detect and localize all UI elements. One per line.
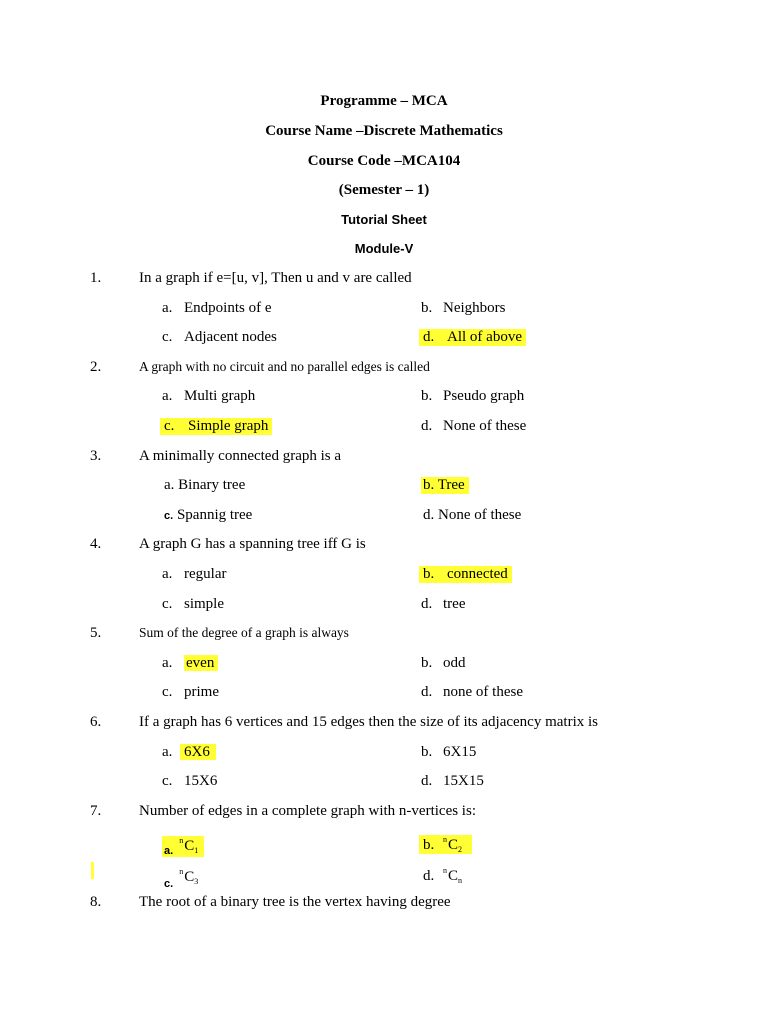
option-base: C: [184, 838, 195, 854]
option-text: 15X15: [443, 773, 484, 789]
question-5-option-a-answer: [162, 655, 218, 672]
option-label: c.: [164, 510, 174, 522]
option-label: d.: [421, 418, 433, 434]
option-text: All of above: [447, 329, 522, 345]
question-7-option-b-answer: [419, 835, 472, 854]
question-7-option-c: [164, 867, 198, 890]
option-label: c.: [164, 418, 175, 434]
option-label: b.: [421, 744, 433, 760]
question-5-option-d: [421, 684, 523, 701]
question-3-option-c: [164, 507, 252, 524]
option-text: Multi graph: [184, 388, 256, 404]
option-label: a.: [162, 300, 173, 316]
option-label: a.: [162, 566, 173, 582]
question-3-option-a: [164, 477, 245, 494]
option-label: b.: [421, 300, 433, 316]
option-label: a.: [164, 477, 175, 493]
option-text: odd: [443, 655, 466, 671]
question-3-option-b-answer: [421, 477, 469, 494]
question-4-option-c: [162, 596, 224, 613]
option-label: d.: [421, 596, 433, 612]
question-3-option-d: [423, 507, 521, 524]
course-name: Course Name –Discrete Mathematics: [265, 123, 503, 139]
option-label: d.: [421, 684, 433, 700]
question-6-option-b: [421, 744, 476, 761]
option-text: Neighbors: [443, 300, 506, 316]
question-2-text: A graph with no circuit and no parallel edges is called: [139, 359, 430, 374]
question-4-option-a: [162, 566, 226, 583]
option-text: tree: [443, 596, 466, 612]
option-text: 6X15: [443, 744, 477, 760]
option-sup: n: [443, 835, 447, 844]
option-label: c.: [162, 329, 173, 345]
question-8-number: 8.: [90, 894, 102, 910]
option-label: d.: [423, 507, 435, 523]
option-text: Tree: [437, 477, 465, 493]
option-label: c.: [164, 878, 174, 890]
question-5-number: 5.: [90, 625, 102, 641]
option-sup: n: [179, 867, 184, 876]
option-sub: 2: [458, 845, 463, 854]
question-5-option-b: [421, 655, 466, 672]
option-label: b.: [423, 477, 435, 493]
tutorial-sheet-heading: Tutorial Sheet: [341, 212, 427, 227]
option-text: even: [184, 655, 218, 671]
option-text: Pseudo graph: [443, 388, 525, 404]
question-1-text: In a graph if e=[u, v], Then u and v are called: [139, 270, 412, 286]
option-text: simple: [184, 596, 224, 612]
question-1-option-d-answer: [419, 329, 526, 346]
option-label: b.: [421, 655, 433, 671]
question-6-text: If a graph has 6 vertices and 15 edges then the size of its adjacency matrix is: [139, 714, 599, 730]
course-code: Course Code –MCA104: [307, 153, 461, 169]
option-text: Simple graph: [188, 418, 269, 434]
option-label: c.: [162, 596, 173, 612]
option-sub: 1: [194, 846, 199, 855]
question-3-text: A minimally connected graph is a: [139, 448, 342, 464]
question-7-number: 7.: [90, 803, 102, 819]
option-label: d.: [421, 773, 433, 789]
option-base: C: [448, 868, 459, 884]
option-label: a.: [162, 655, 173, 671]
question-2-number: 2.: [90, 359, 102, 375]
option-text: 6X6: [180, 744, 216, 760]
question-4-option-d: [421, 596, 465, 613]
option-text: none of these: [443, 684, 523, 700]
programme-title: Programme – MCA: [320, 93, 448, 109]
question-2-option-c-answer: [160, 418, 272, 435]
question-7-option-d: [423, 866, 462, 885]
option-label: a.: [162, 744, 173, 760]
question-1-option-b: [421, 300, 506, 317]
option-sub: 3: [194, 877, 199, 886]
option-text: None of these: [438, 507, 522, 523]
option-sup: n: [179, 836, 184, 845]
option-base: C: [184, 869, 195, 885]
option-text: Endpoints of e: [184, 300, 272, 316]
option-label: d.: [423, 868, 435, 884]
option-label: c.: [162, 684, 173, 700]
question-8-text: The root of a binary tree is the vertex having degree: [139, 894, 451, 910]
option-text: regular: [184, 566, 227, 582]
semester: (Semester – 1): [338, 182, 430, 198]
question-6-option-a-answer: [162, 744, 216, 761]
option-text: Binary tree: [178, 477, 246, 493]
question-2-option-b: [421, 388, 524, 405]
option-label: b.: [423, 566, 435, 582]
option-text: connected: [447, 566, 508, 582]
question-2-option-d: [421, 418, 526, 435]
question-2-option-a: [162, 388, 255, 405]
module-heading: Module-V: [354, 241, 414, 256]
option-text: None of these: [443, 418, 527, 434]
question-3-number: 3.: [90, 448, 102, 464]
highlight-marker: [91, 862, 94, 879]
option-text: Spannig tree: [176, 507, 253, 523]
question-4-number: 4.: [90, 536, 102, 552]
question-5-text: Sum of the degree of a graph is always: [139, 625, 349, 640]
question-7-text: Number of edges in a complete graph with n-vertices is:: [139, 803, 476, 819]
question-7-option-a-answer: [162, 836, 204, 857]
option-label: a.: [162, 388, 173, 404]
option-label: d.: [423, 329, 435, 345]
question-5-option-c: [162, 684, 219, 701]
question-1-option-c: [162, 329, 277, 346]
option-sub: n: [458, 876, 463, 885]
option-label: b.: [423, 837, 435, 853]
option-label: a.: [164, 845, 174, 857]
option-text: 15X6: [184, 773, 218, 789]
option-base: C: [448, 837, 459, 853]
question-6-option-c: [162, 773, 217, 790]
option-sup: n: [443, 866, 447, 875]
question-1-option-a: [162, 300, 272, 317]
question-4-text: A graph G has a spanning tree iff G is: [139, 536, 366, 552]
question-6-number: 6.: [90, 714, 102, 730]
option-label: b.: [421, 388, 433, 404]
option-text: Adjacent nodes: [184, 329, 277, 345]
question-6-option-d: [421, 773, 484, 790]
option-label: c.: [162, 773, 173, 789]
option-text: prime: [184, 684, 219, 700]
question-1-number: 1.: [90, 270, 102, 286]
question-4-option-b-answer: [419, 566, 512, 583]
